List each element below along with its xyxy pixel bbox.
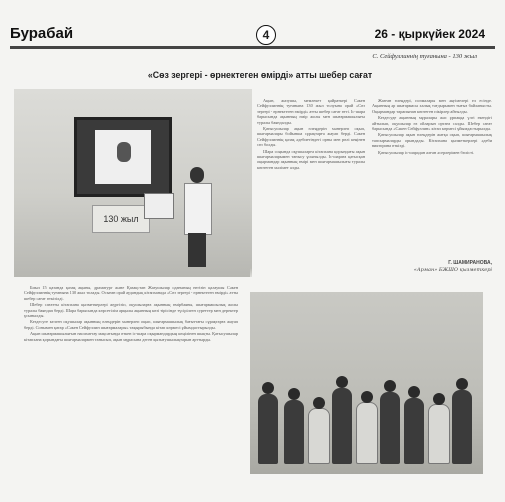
screen-anniversary-badge: 130 жыл [92,205,150,233]
group-of-students [250,352,483,474]
column-paragraph: Шебер сағатты кітапхана қызметкерлері жүргізіп, оқушыларға ақынның өмірбаяны, шығармашылық жолы туралы баяндап берді. Шара барысында көрсетілім арқылы ақынның көзі тірісінде түсірілген суреттер мен деректер ұсынылды. [24,302,238,319]
column-paragraph: Қатысушылар ақын өлеңдерін жатқа оқып, шығармашылық тапсырмаларды орындады. Кітапхана қызметкерлері әдеби викторина өткізді. [372,132,492,149]
column-paragraph: Қатысушылар ақын өлеңдерін мәнерлеп оқып, шығармалары бойынша сұрақтарға жауап берді. Сәкен Сейфуллиннің қазақ әдебиетіндегі орны мен рөлі кеңінен сөз болды. [257,126,365,148]
article-column-3 [24,285,238,435]
stand-poster [144,193,174,219]
column-paragraph: Жазған өлеңдері, поэмалары мен әңгімелері ел есінде. Ақынның әр шығармасы халық тағдырымен тығыз байланысты. Оқырмандар тарапынан көптеген пікірлер айтылды. [372,98,492,114]
article-headline: «Сөз зергері - өрнектеген өмірді» атты шебер сағат [147,70,373,80]
article-column-1 [257,98,365,280]
issue-date: 26 - қыркүйек 2024 [374,27,485,41]
column-paragraph: Биыл 15 қазанда қазақ ақыны, драматург және Қазақстан Жазушылар одағының негізін қалаушы Сәкен Сейфуллиннің туғанына 130 жыл толады. Осыған орай аудандық кітапханада «Сөз зергері - өрнектеген өмірді» атты шебер сағат өткізілді. [24,285,238,301]
projector-screen [74,117,172,197]
presentation-photo [14,89,252,277]
masthead [10,25,495,45]
column-paragraph: Ақын шығармашылығын насихаттау мақсатында өткен іс-шара оқырмандардың көңілінен шықты. Қатысушылар кітапхана қорындағы шығармалармен танысып, ақын мұрасына деген қызығушылықтарын арттырды. [24,331,238,342]
page-number-badge: 4 [256,25,276,45]
column-paragraph: Кездесуде ақынның мұралары жас ұрпаққа үлгі екендігі айтылып, оқушылар өз ойларын ортаға салды. Шебер сағат барысында «Сәкен Сейфуллин» кітап көрмесі ұйымдастырылды. [372,115,492,132]
presenter-figure [182,167,212,267]
author-name: Г. ШАМИРАНОВА, [448,260,492,266]
column-paragraph: Ақын, жазушы, мемлекет қайраткері Сәкен Сейфуллиннің туғанына 130 жыл толуына орай «Сөз зергері - өрнектеген өмірді» атты шебер сағат өтті. Іс-шара барысында ақынның өмір жолы мен шығармашылығы туралы баяндалды. [257,98,365,125]
group-photo [250,292,483,474]
author-signature [396,260,492,274]
article-column-2 [372,98,492,248]
column-paragraph: Қатысушылар іс-шарадан алған әсерлерімен бөлісті. [378,149,475,155]
column-paragraph: Шара соңында оқушыларға кітапхана қорындағы ақын шығармаларымен танысу ұсынылды. Іс-шараға қатысқан оқырмандар ақынның өмірі мен шығармашылығы туралы көптеген мәлімет алды. [257,148,365,170]
portrait-icon [117,142,131,162]
author-organization: «Арман» БЖШО қызметкері [413,267,492,273]
column-paragraph: Кездесуге келген оқушылар ақынның өлеңдерін мәнерлеп оқып, шығармашылық бағыттағы сұрақтарға жауап берді. Сонымен қатар «Сәкен Сейфуллин шығармалары» тақырыбында кітап көрмесі ұйымдастырылды. [24,319,238,330]
header-rule [10,46,495,49]
anniversary-line: С. Сейфуллиннің туғанына - 130 жыл [372,53,477,60]
newspaper-name: Бурабай [10,25,74,42]
